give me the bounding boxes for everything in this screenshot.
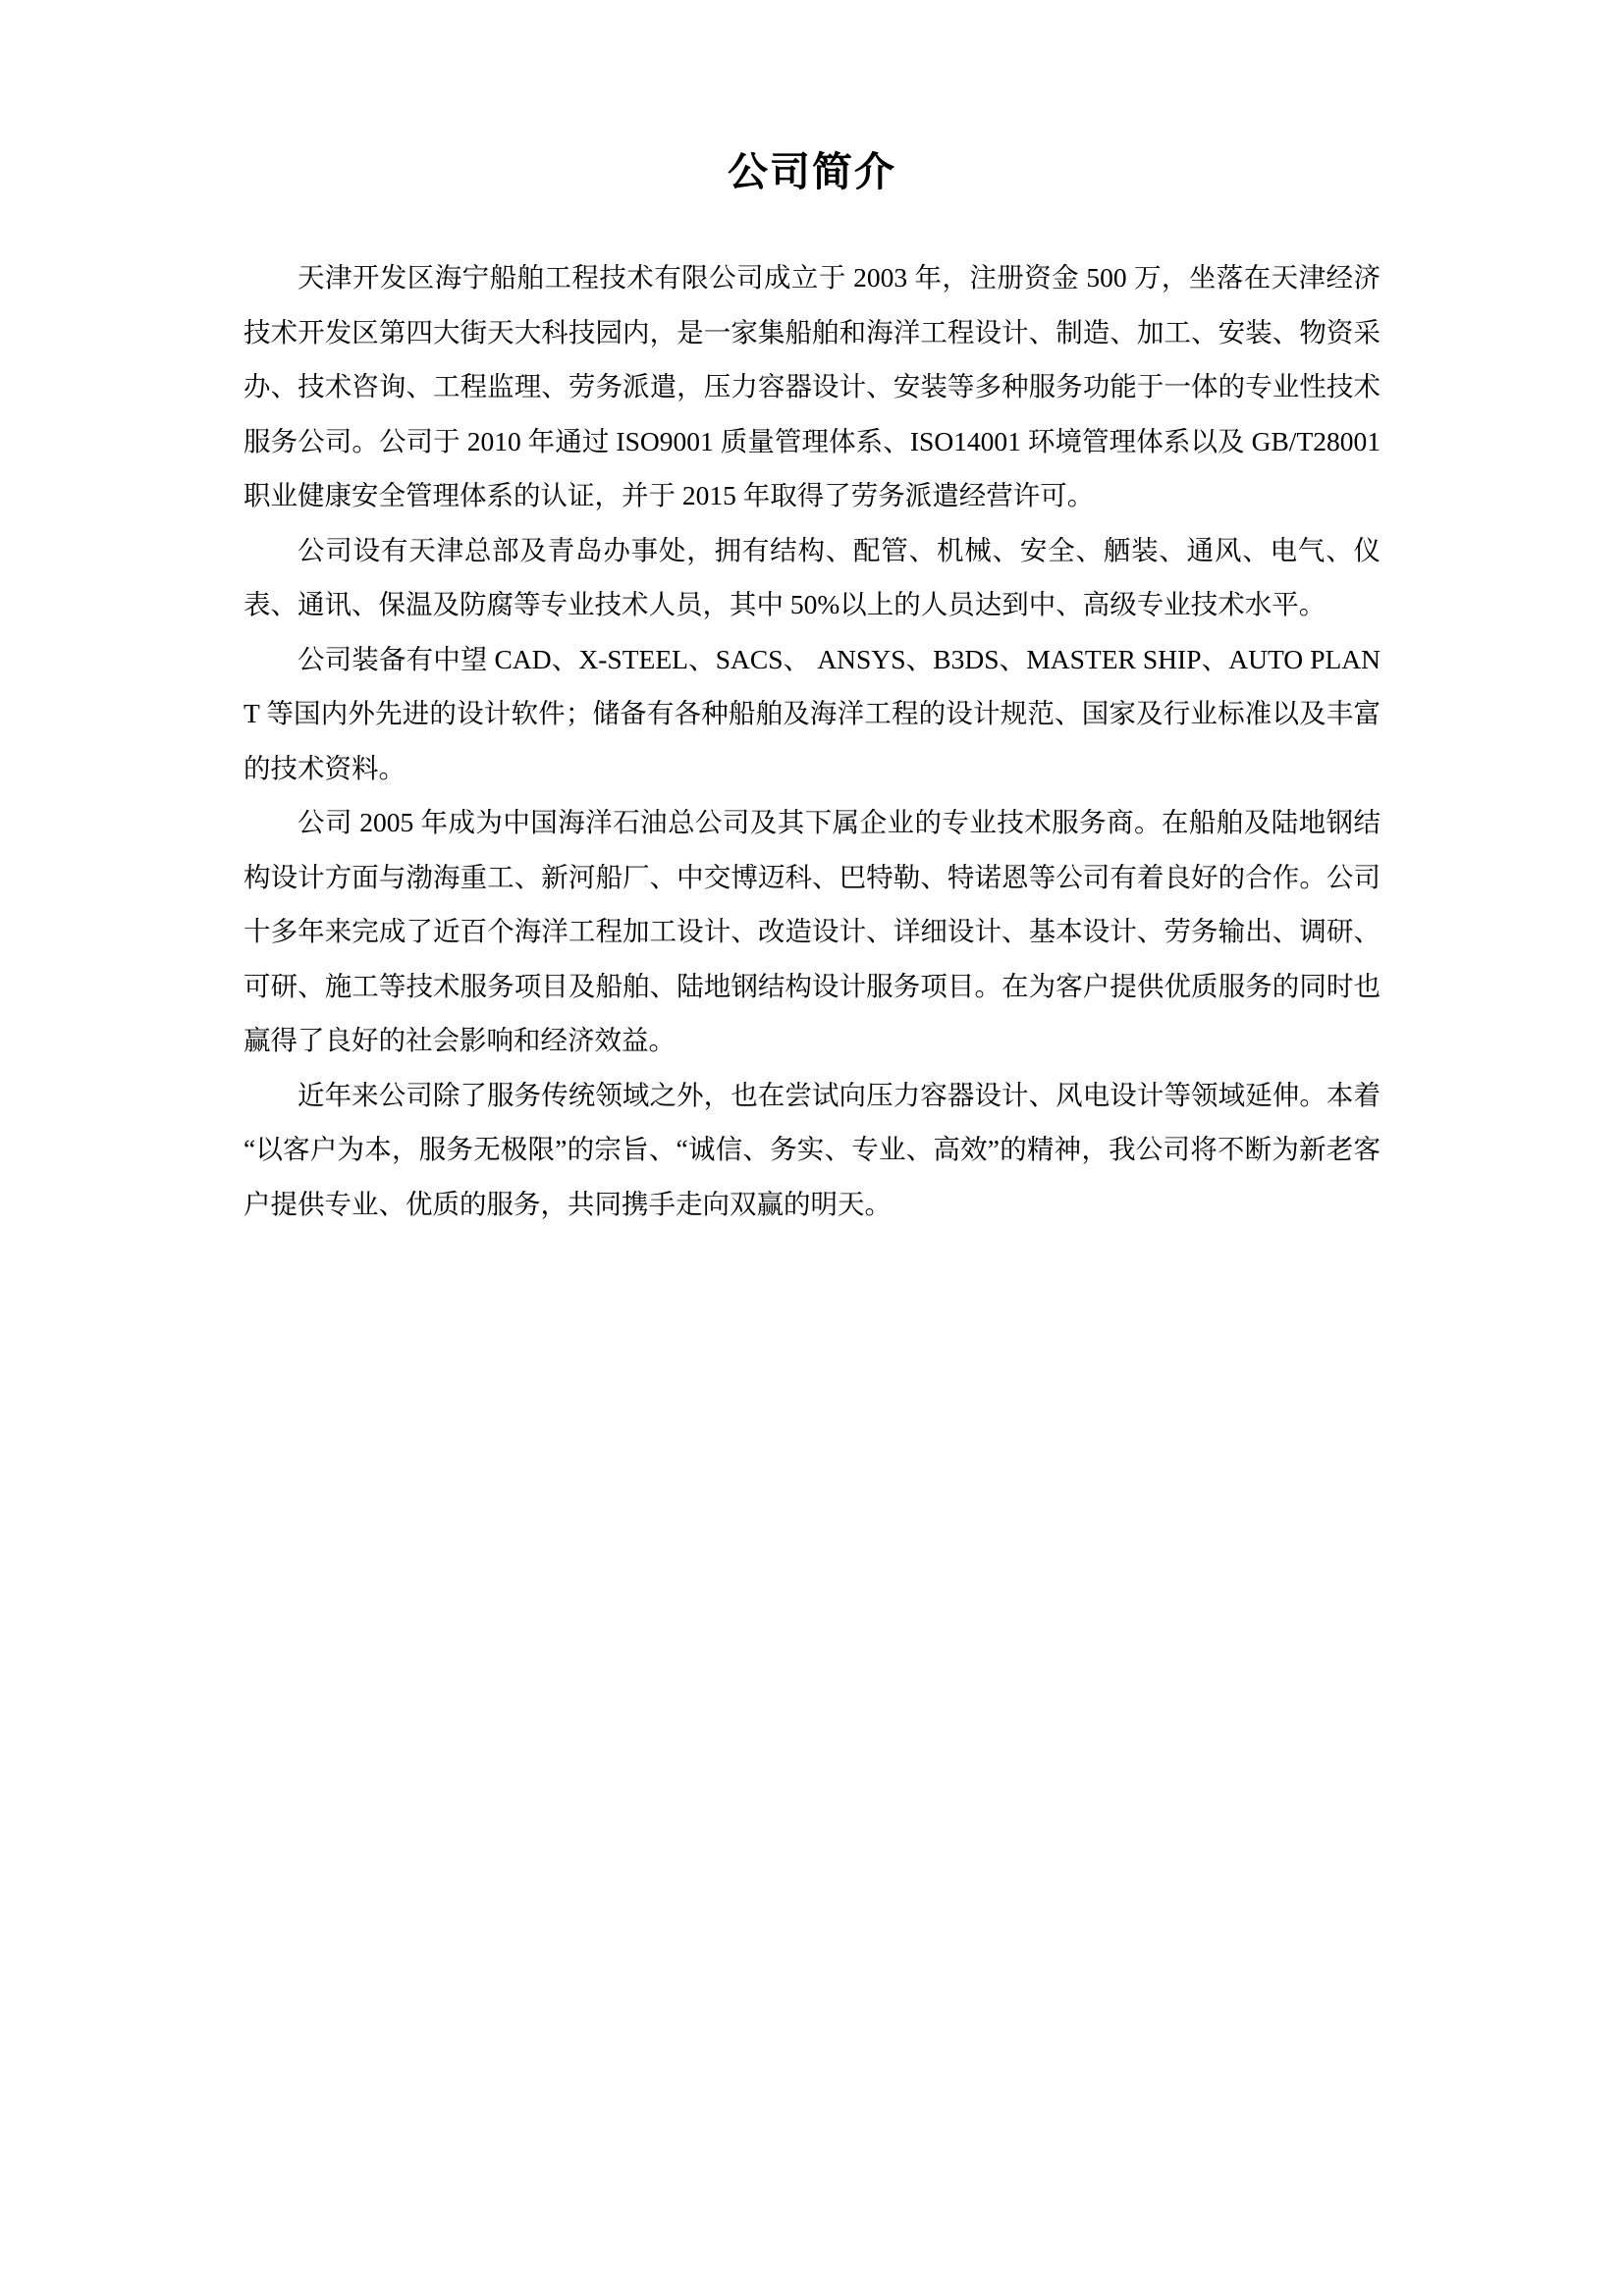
page-title: 公司简介 [728, 149, 896, 194]
paragraph-software-and-standards: 公司装备有中望 CAD、X-STEEL、SACS、 ANSYS、B3DS、MASTER SHIP、AUTO PLANT 等国内外先进的设计软件；储备有各种船舶及海洋工程的设计规范、国家及行业标准以及丰富的技术资料。 [244, 643, 1380, 783]
page-blank-area [0, 1620, 1624, 2296]
paragraph-company-overview: 天津开发区海宁船舶工程技术有限公司成立于 2003 年，注册资金 500 万，坐落在天津经济技术开发区第四大街天大科技园内，是一家集船舶和海洋工程设计、制造、加工、安装、物资采办、技术咨询、工程监理、劳务派遣，压力容器设计、安装等多种服务功能于一体的专业性技术服务公司。公司于 2010 年通过 ISO9001 质量管理体系、ISO14001 环境管理体系以及 GB/T28001 职业健康安全管理体系的认证，并于 2015 年取得了劳务派遣经营许可。 [244, 262, 1380, 511]
paragraph-offices-and-staff: 公司设有天津总部及青岛办事处，拥有结构、配管、机械、安全、舾装、通风、电气、仪表、通讯、保温及防腐等专业技术人员，其中 50%以上的人员达到中、高级专业技术水平。 [244, 534, 1380, 620]
document-content-area [244, 147, 1380, 1231]
paragraph-clients-and-projects: 公司 2005 年成为中国海洋石油总公司及其下属企业的专业技术服务商。在船舶及陆地钢结构设计方面与渤海重工、新河船厂、中交博迈科、巴特勒、特诺恩等公司有着良好的合作。公司十多年来完成了近百个海洋工程加工设计、改造设计、详细设计、基本设计、劳务输出、调研、可研、施工等技术服务项目及船舶、陆地钢结构设计服务项目。在为客户提供优质服务的同时也赢得了良好的社会影响和经济效益。 [244, 807, 1380, 1056]
paragraph-outlook-and-motto: 近年来公司除了服务传统领域之外，也在尝试向压力容器设计、风电设计等领域延伸。本着“以客户为本，服务无极限”的宗旨、“诚信、务实、专业、高效”的精神，我公司将不断为新老客户提供专业、优质的服务，共同携手走向双赢的明天。 [244, 1079, 1380, 1219]
